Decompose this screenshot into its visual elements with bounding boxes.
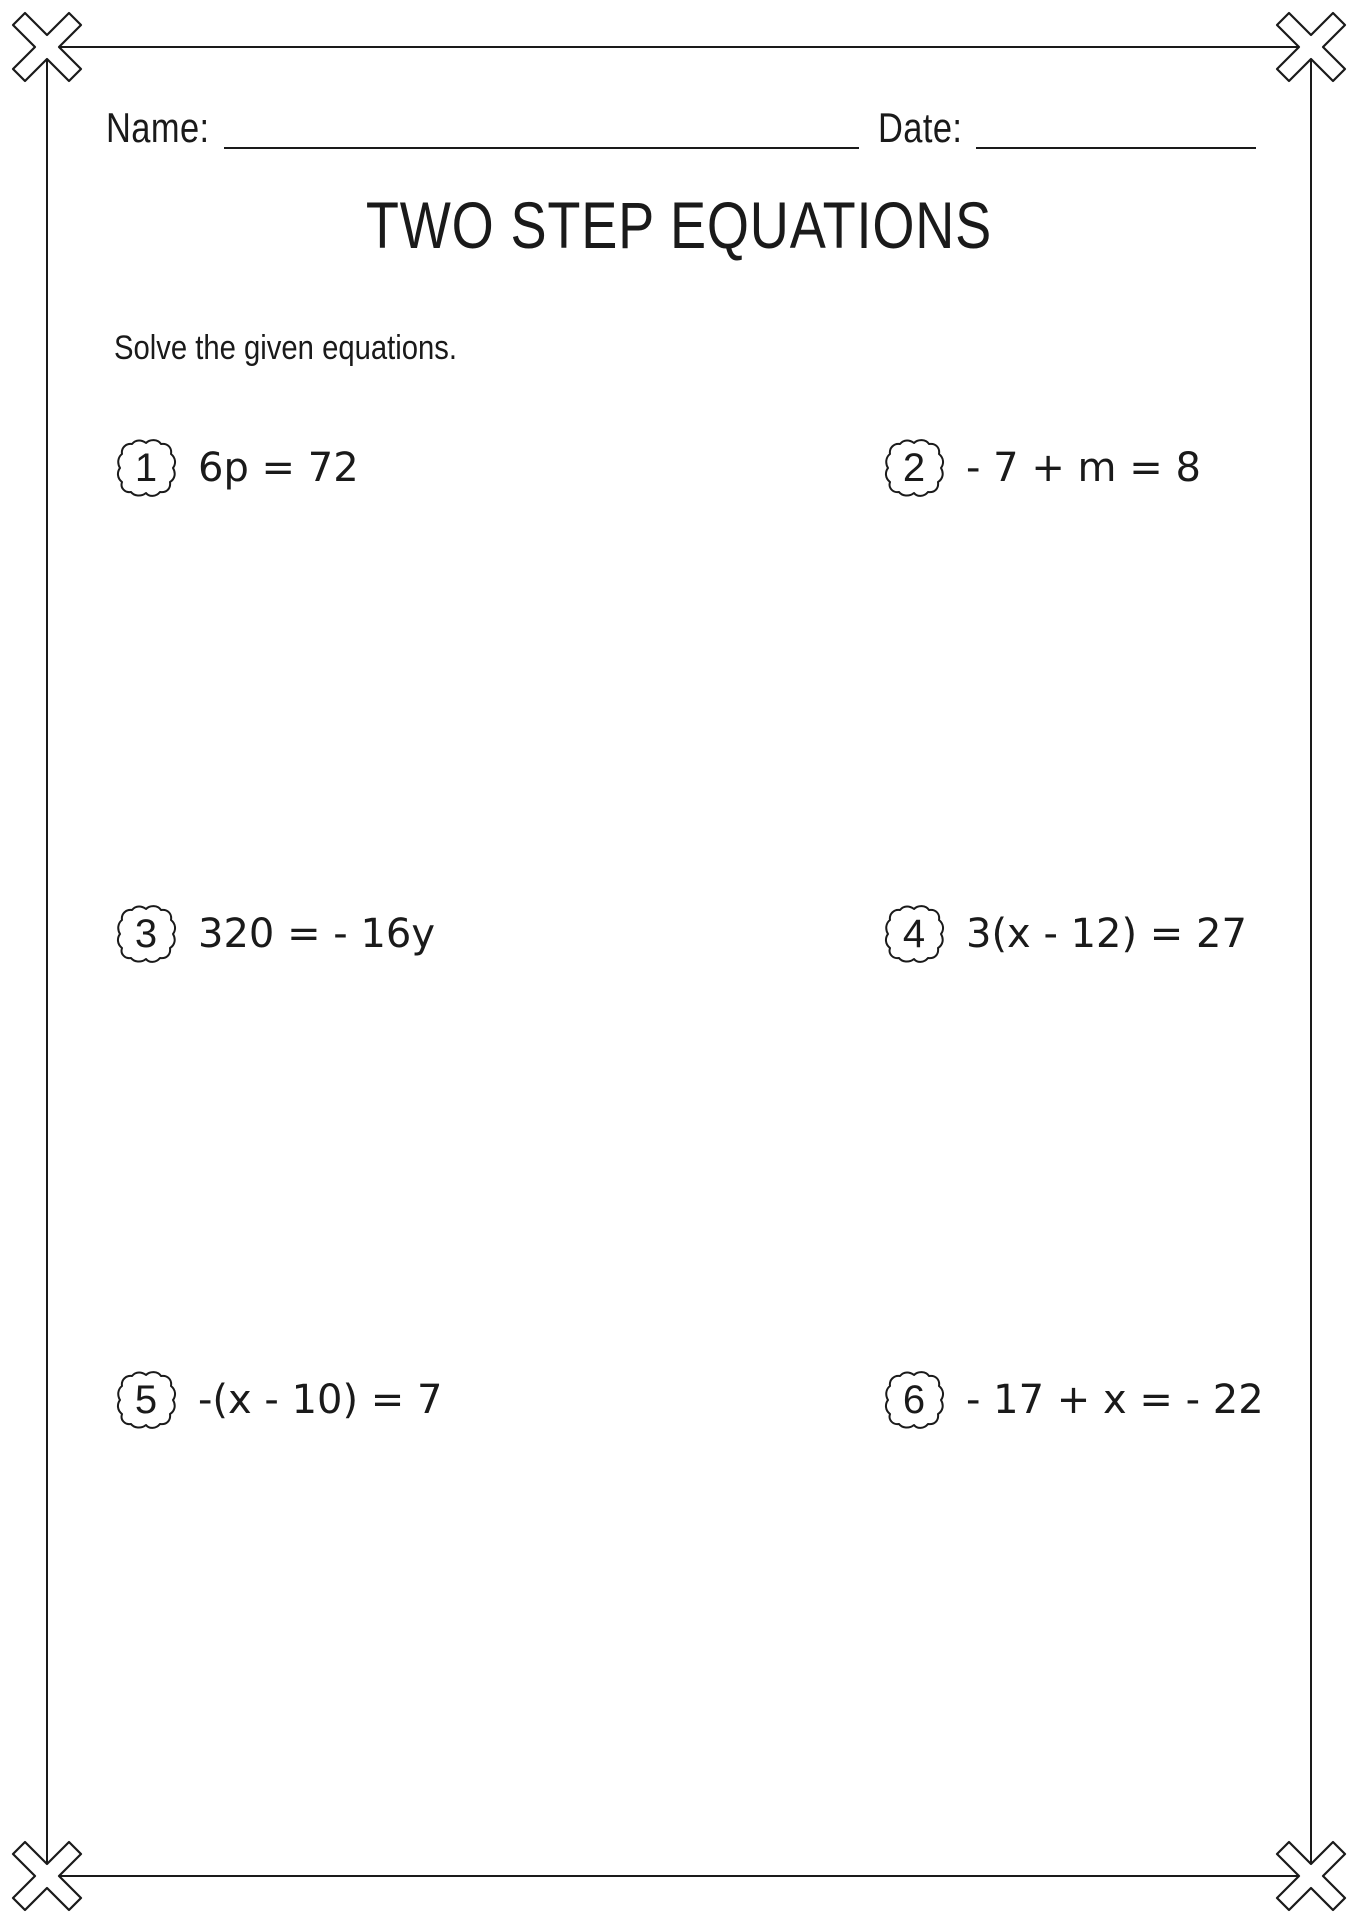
- scalloped-badge-icon: [114, 437, 178, 499]
- instructions: Solve the given equations.: [114, 329, 458, 367]
- equation-text: -(x - 10) = 7: [198, 1377, 443, 1423]
- scalloped-badge-icon: [882, 1369, 946, 1431]
- date-field[interactable]: [976, 147, 1256, 149]
- equation-text: 3(x - 12) = 27: [966, 911, 1247, 957]
- equation-text: 320 = - 16y: [198, 911, 436, 957]
- problem-number: 3: [134, 912, 158, 956]
- scalloped-badge-icon: [114, 1369, 178, 1431]
- page-title: TWO STEP EQUATIONS: [365, 188, 993, 262]
- date-label: Date:: [878, 104, 963, 151]
- equation-text: - 17 + x = - 22: [966, 1377, 1264, 1423]
- name-label: Name:: [106, 104, 210, 151]
- problem-number: 6: [902, 1378, 926, 1422]
- problem-number: 2: [902, 446, 926, 490]
- equation-text: 6p = 72: [198, 445, 359, 491]
- problem-number: 1: [134, 446, 158, 490]
- equation-text: - 7 + m = 8: [966, 445, 1201, 491]
- problem-number: 4: [902, 912, 926, 956]
- name-field[interactable]: [224, 147, 859, 149]
- scalloped-badge-icon: [882, 903, 946, 965]
- problem-number: 5: [134, 1378, 158, 1422]
- scalloped-badge-icon: [882, 437, 946, 499]
- scalloped-badge-icon: [114, 903, 178, 965]
- header-fields: [106, 100, 1256, 160]
